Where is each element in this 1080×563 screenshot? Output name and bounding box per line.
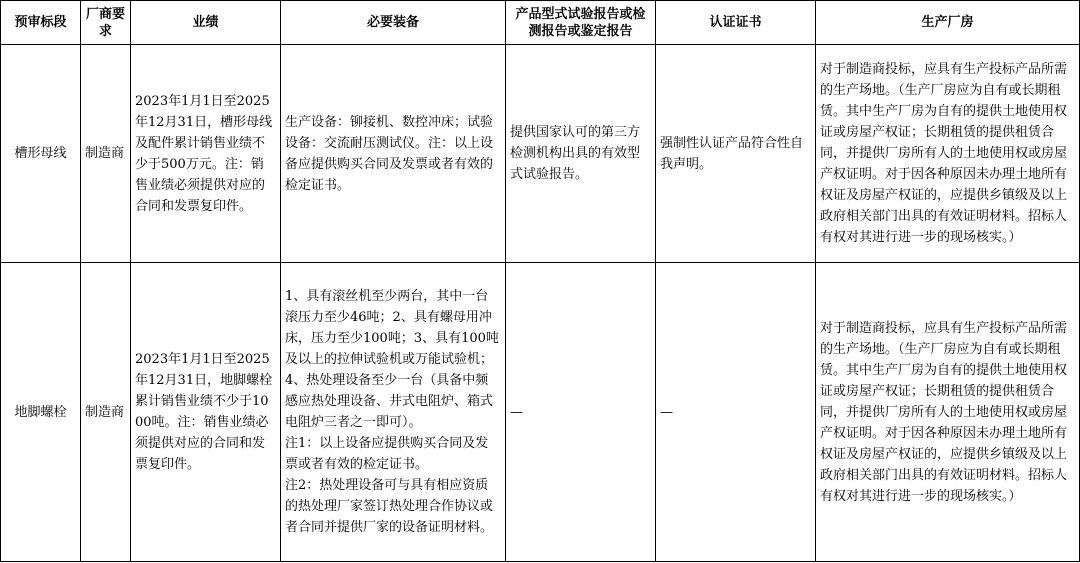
stage-cell: 地脚螺栓 [1,263,81,562]
header-test-report: 产品型式试验报告或检测报告或鉴定报告 [506,1,656,45]
certificate-cell: 强制性认证产品符合性自我声明。 [656,45,816,263]
header-row [1,1,1080,45]
stage-cell: 槽形母线 [1,45,81,263]
header-certificate: 认证证书 [656,1,816,45]
factory-cell: 对于制造商投标，应具有生产投标产品所需的生产场地。（生产厂房应为自有或长期租赁。其中生产厂房为自有的提供土地使用权证或房屋产权证；长期租赁的提供租赁合同，并提供厂房所有人的土地使用权或房屋产权证明。对于因各种原因未办理土地所有权证及房屋产权证的，应提供乡镇级及以上政府相关部门出具的有效证明材料。招标人有权对其进行进一步的现场核实。） [816,263,1080,562]
performance-cell: 2023年1月1日至2025年12月31日，槽形母线及配件累计销售业绩不少于500万元。注：销售业绩必须提供对应的合同和发票复印件。 [131,45,281,263]
header-performance: 业绩 [131,1,281,45]
table-row [1,45,1080,263]
header-factory: 生产厂房 [816,1,1080,45]
header-equipment: 必要装备 [281,1,506,45]
equipment-cell: 生产设备：铆接机、数控冲床；试验设备：交流耐压测试仪。注：以上设备应提供购买合同及发票或者有效的检定证书。 [281,45,506,263]
equipment-note-1: 注1：以上设备应提供购买合同及发票或者有效的检定证书。 [285,436,489,472]
factory-cell: 对于制造商投标，应具有生产投标产品所需的生产场地。（生产厂房应为自有或长期租赁。其中生产厂房为自有的提供土地使用权证或房屋产权证；长期租赁的提供租赁合同，并提供厂房所有人的土地使用权或房屋产权证明。对于因各种原因未办理土地所有权证及房屋产权证的，应提供乡镇级及以上政府相关部门出具的有效证明材料。招标人有权对其进行进一步的现场核实。） [816,45,1080,263]
equipment-note-2: 注2：热处理设备可与具有相应资质的热处理厂家签订热处理合作协议或者合同并提供厂家的设备证明材料。 [285,478,494,535]
table-row [1,263,1080,562]
header-vendor-requirement: 厂商要求 [81,1,131,45]
test-report-cell: — [506,263,656,562]
test-report-cell: 提供国家认可的第三方检测机构出具的有效型式试验报告。 [506,45,656,263]
vendor-requirement-cell: 制造商 [81,263,131,562]
header-stage: 预审标段 [1,1,81,45]
equipment-cell [281,263,506,562]
equipment-requirements: 1、具有滚丝机至少两台，其中一台滚压力至少46吨；2、具有螺母用冲床，压力至少100吨；3、具有100吨及以上的拉伸试验机或万能试验机；4、热处理设备至少一台（具备中频感应热处理设备、井式电阻炉、箱式电阻炉三者之一即可）。 [285,289,499,430]
vendor-requirement-cell: 制造商 [81,45,131,263]
certificate-cell: — [656,263,816,562]
performance-cell: 2023年1月1日至2025年12月31日，地脚螺栓累计销售业绩不少于1000吨。注：销售业绩必须提供对应的合同和发票复印件。 [131,263,281,562]
